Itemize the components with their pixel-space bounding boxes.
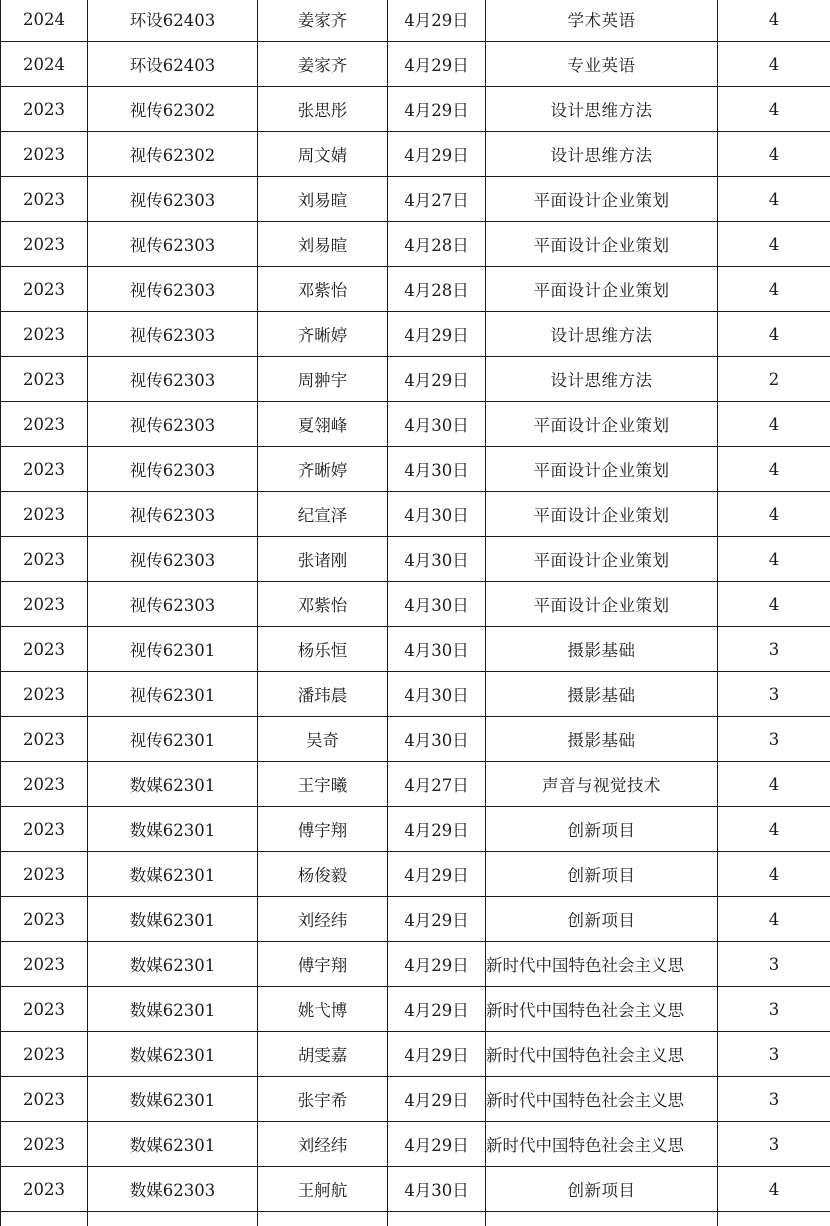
hours-cell: 4 [718,807,830,852]
hours-cell: 4 [718,537,830,582]
student-name-cell: 夏翎峰 [258,402,388,447]
grade-cell: 2023 [1,762,88,807]
class-cell: 视传62302 [88,87,258,132]
class-cell: 视传62303 [88,492,258,537]
grade-cell: 2023 [1,897,88,942]
grade-cell: 2023 [1,312,88,357]
course-cell: 创新项目 [486,897,718,942]
table-row [1,1122,830,1167]
date-cell: 4月29日 [388,852,486,897]
hours-cell: 4 [718,447,830,492]
student-name-cell: 傅宇翔 [258,807,388,852]
date-cell: 4月29日 [388,42,486,87]
grade-cell: 2024 [1,0,88,42]
student-name-cell: 刘易暄 [258,177,388,222]
grade-cell: 2023 [1,1077,88,1122]
hours-cell: 4 [718,177,830,222]
grade-cell: 2023 [1,177,88,222]
class-cell: 数媒62301 [88,1122,258,1167]
class-cell: 数媒62301 [88,942,258,987]
course-cell: 创新项目 [486,807,718,852]
table-row [1,447,830,492]
date-cell: 4月29日 [388,357,486,402]
grade-cell: 2023 [1,1122,88,1167]
student-name-cell: 张思彤 [258,87,388,132]
class-cell: 环设62403 [88,0,258,42]
hours-cell: 4 [718,897,830,942]
course-cell: 设计思维方法 [486,312,718,357]
hours-cell: 3 [718,627,830,672]
hours-cell: 4 [718,222,830,267]
course-cell: 摄影基础 [486,717,718,762]
date-cell: 4月29日 [388,807,486,852]
class-cell: 视传62303 [88,447,258,492]
course-cell: 新时代中国特色社会主义思 [486,1077,718,1122]
hours-cell: 2 [718,357,830,402]
student-name-cell: 姜家齐 [258,0,388,42]
student-name-cell: 姚弋博 [258,987,388,1032]
table-row [1,987,830,1032]
course-cell: 新时代中国特色社会主义思 [486,987,718,1032]
grade-cell: 2023 [1,627,88,672]
grade-cell: 2023 [1,852,88,897]
class-cell: 视传62303 [88,177,258,222]
date-cell: 4月28日 [388,222,486,267]
table-row [1,672,830,717]
course-cell: 平面设计企业策划 [486,537,718,582]
student-name-cell: 齐晰婷 [258,312,388,357]
date-cell: 4月27日 [388,177,486,222]
class-cell: 视传62303 [88,402,258,447]
table-row [1,0,830,42]
table-row [1,312,830,357]
course-cell: 新时代中国特色社会主义思 [486,942,718,987]
hours-cell: 4 [718,312,830,357]
class-cell: 视传62301 [88,627,258,672]
grade-cell: 2023 [1,492,88,537]
grade-cell: 2023 [1,942,88,987]
student-name-cell: 胡雯嘉 [258,1032,388,1077]
class-cell: 数媒62301 [88,897,258,942]
course-cell: 新时代中国特色社会主义思 [486,1032,718,1077]
class-cell: 数媒62301 [88,807,258,852]
table-row [1,1167,830,1212]
hours-cell: 4 [718,402,830,447]
class-cell: 视传62303 [88,312,258,357]
student-name-cell: 邓紫怡 [258,582,388,627]
date-cell: 4月29日 [388,87,486,132]
hours-cell: 4 [718,0,830,42]
grade-cell: 2023 [1,807,88,852]
student-name-cell: 张宇希 [258,1077,388,1122]
date-cell: 4月30日 [388,717,486,762]
course-cell: 平面设计企业策划 [486,492,718,537]
date-cell: 4月29日 [388,1077,486,1122]
course-cell: 摄影基础 [486,627,718,672]
grade-cell: 2023 [1,357,88,402]
table-row [1,852,830,897]
course-cell: 平面设计企业策划 [486,267,718,312]
course-cell: 设计思维方法 [486,87,718,132]
table-row [1,537,830,582]
grade-cell: 2024 [1,42,88,87]
hours-cell: 3 [718,942,830,987]
date-cell: 4月29日 [388,0,486,42]
date-cell: 4月28日 [388,267,486,312]
grade-cell: 2023 [1,447,88,492]
class-cell: 视传62301 [88,717,258,762]
class-cell: 数媒62301 [88,987,258,1032]
grade-cell: 2023 [1,267,88,312]
course-cell: 学术英语 [486,0,718,42]
date-cell: 4月30日 [388,402,486,447]
course-cell: 新时代中国特色社会主义思 [486,1122,718,1167]
course-cell: 平面设计企业策划 [486,447,718,492]
hours-cell: 4 [718,42,830,87]
table-row [1,897,830,942]
student-name-cell: 杨乐恒 [258,627,388,672]
hours-cell: 4 [718,267,830,312]
student-name-cell: 姜家齐 [258,42,388,87]
course-cell: 平面设计企业策划 [486,582,718,627]
date-cell: 4月30日 [388,672,486,717]
course-cell: 创新项目 [486,1167,718,1212]
date-cell: 4月27日 [388,762,486,807]
table-row [1,222,830,267]
hours-cell: 3 [718,1122,830,1167]
date-cell: 4月30日 [388,447,486,492]
hours-cell: 3 [718,1032,830,1077]
hours-cell: 4 [718,492,830,537]
grade-cell: 2023 [1,672,88,717]
hours-cell: 3 [718,672,830,717]
class-cell: 数媒62301 [88,1077,258,1122]
student-name-cell: 刘经纬 [258,897,388,942]
table-row [1,942,830,987]
date-cell: 4月30日 [388,627,486,672]
table-row [1,627,830,672]
course-cell: 平面设计企业策划 [486,222,718,267]
hours-cell: 4 [718,762,830,807]
grade-cell: 2023 [1,987,88,1032]
student-name-cell: 周文婧 [258,132,388,177]
table-row [1,267,830,312]
table-row [1,762,830,807]
hours-cell: 3 [718,717,830,762]
date-cell: 4月29日 [388,897,486,942]
date-cell: 4月30日 [388,537,486,582]
hours-cell: 3 [718,1077,830,1122]
grade-cell: 2023 [1,132,88,177]
course-cell: 平面设计企业策划 [486,177,718,222]
student-name-cell: 邓紫怡 [258,267,388,312]
class-cell: 视传62303 [88,582,258,627]
class-cell: 数媒62301 [88,1032,258,1077]
student-name-cell: 刘易暄 [258,222,388,267]
table-row [1,1032,830,1077]
grade-cell: 2023 [1,87,88,132]
grade-cell: 2023 [1,1032,88,1077]
class-cell: 视传62302 [88,132,258,177]
date-cell: 4月29日 [388,1122,486,1167]
date-cell: 4月29日 [388,987,486,1032]
table-row [1,582,830,627]
date-cell: 4月30日 [388,492,486,537]
course-cell: 平面设计企业策划 [486,402,718,447]
class-cell: 视传62301 [88,672,258,717]
table-row [1,492,830,537]
class-cell: 数媒62303 [88,1167,258,1212]
hours-cell: 4 [718,1167,830,1212]
class-cell: 数媒62301 [88,852,258,897]
course-cell: 摄影基础 [486,672,718,717]
grade-cell: 2023 [1,582,88,627]
course-cell: 声音与视觉技术 [486,762,718,807]
date-cell: 4月30日 [388,1167,486,1212]
grade-cell: 2023 [1,402,88,447]
hours-cell: 4 [718,87,830,132]
date-cell: 4月29日 [388,312,486,357]
table-row [1,87,830,132]
date-cell: 4月29日 [388,132,486,177]
student-name-cell: 周翀宇 [258,357,388,402]
hours-cell: 4 [718,852,830,897]
grade-cell: 2023 [1,537,88,582]
student-name-cell: 王宇曦 [258,762,388,807]
class-cell: 数媒62301 [88,762,258,807]
table-row [1,132,830,177]
student-name-cell: 杨俊毅 [258,852,388,897]
hours-cell: 4 [718,582,830,627]
grade-cell: 2023 [1,222,88,267]
course-cell: 设计思维方法 [486,132,718,177]
table-row [1,402,830,447]
course-cell: 专业英语 [486,42,718,87]
student-name-cell: 吴奇 [258,717,388,762]
student-name-cell: 潘玮晨 [258,672,388,717]
student-name-cell: 傅宇翔 [258,942,388,987]
table-row [1,42,830,87]
date-cell: 4月30日 [388,582,486,627]
class-cell: 环设62403 [88,42,258,87]
table-row [1,357,830,402]
class-cell: 视传62303 [88,222,258,267]
student-name-cell: 张诸刚 [258,537,388,582]
table-row [1,717,830,762]
table-body [1,0,830,1226]
student-name-cell: 刘经纬 [258,1122,388,1167]
student-name-cell: 齐晰婷 [258,447,388,492]
class-cell: 视传62303 [88,357,258,402]
class-cell: 视传62303 [88,537,258,582]
grade-cell: 2023 [1,1167,88,1212]
date-cell: 4月29日 [388,1032,486,1077]
table-row [1,1077,830,1122]
course-cell: 设计思维方法 [486,357,718,402]
hours-cell: 4 [718,132,830,177]
course-cell: 创新项目 [486,852,718,897]
student-name-cell: 纪宣泽 [258,492,388,537]
class-cell: 视传62303 [88,267,258,312]
table-row [1,807,830,852]
table-row [1,177,830,222]
date-cell: 4月29日 [388,942,486,987]
hours-cell: 3 [718,987,830,1032]
grade-cell: 2023 [1,717,88,762]
student-name-cell: 王舸航 [258,1167,388,1212]
